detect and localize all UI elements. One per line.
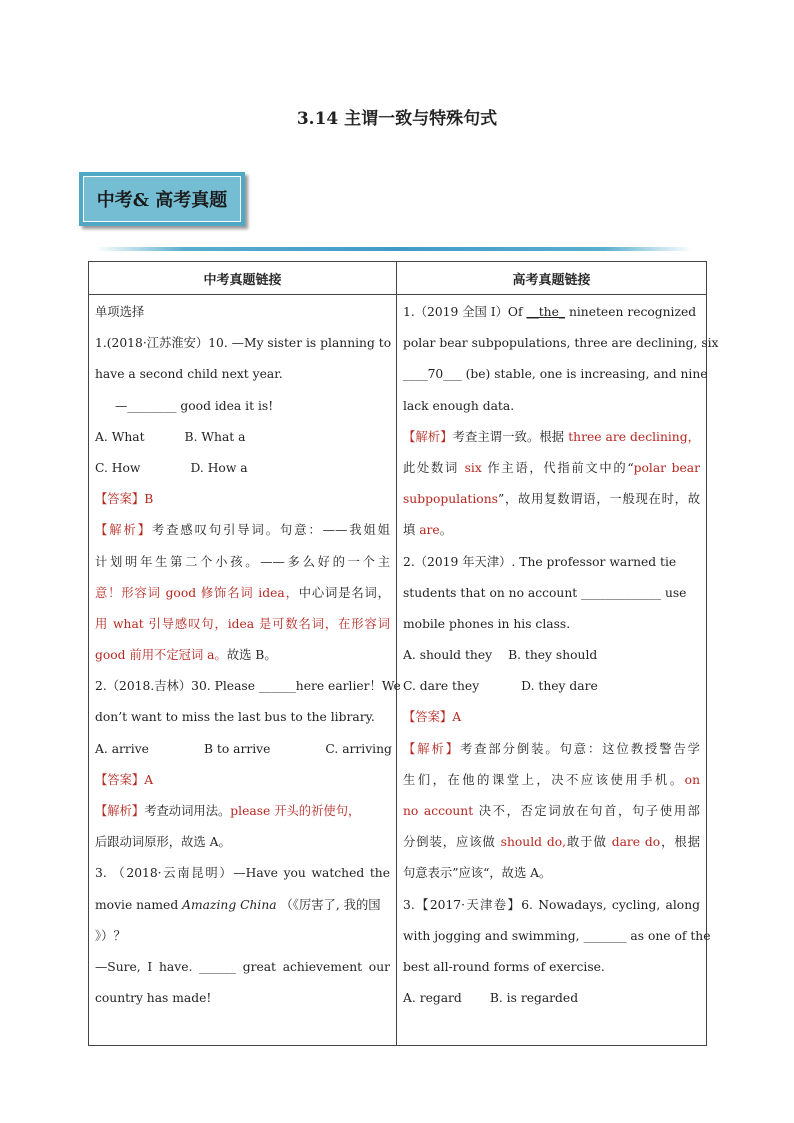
explanation-text: 。 xyxy=(439,523,453,538)
r-q2-explanation-line xyxy=(403,796,700,827)
explanation-text: should do, xyxy=(500,835,567,850)
header-gaokao: 高考真题链接 xyxy=(397,262,707,295)
option-c: C. arriving xyxy=(325,741,392,756)
q2-answer xyxy=(95,765,390,796)
q3-stem-line: —Sure, I have. ______ great achievement our xyxy=(95,959,390,974)
option-c: C. dare they xyxy=(403,679,480,694)
r-q1-explanation-line xyxy=(403,453,700,484)
option-b: B to arrive xyxy=(203,741,271,756)
stem-text: 6. Nowadays, cycling, along xyxy=(521,897,700,912)
option-c: C. How xyxy=(95,460,141,475)
explanation-label: 【解析】 xyxy=(403,429,453,444)
r-q3-stem-line xyxy=(403,890,700,921)
explanation-text: polar bear xyxy=(633,460,701,475)
option-d: D. How a xyxy=(190,460,248,475)
explanation-text: are xyxy=(419,523,440,538)
explanation-text: 分倒装，应该做 xyxy=(403,835,501,850)
table-header-row xyxy=(89,262,707,295)
q1-stem-line: have a second child next year. xyxy=(95,367,283,382)
q1-explanation xyxy=(95,515,390,546)
explanation-text: 此处数词 xyxy=(403,460,465,475)
r-q1-stem-line: polar bear subpopulations, three are declining, six xyxy=(403,336,719,351)
answer-value: A xyxy=(452,710,462,725)
explanation-text: three are declining， xyxy=(568,429,700,444)
explanation-text: please 开头的祈使句， xyxy=(230,804,361,818)
explanation-text: 中心词是名词， xyxy=(298,585,390,600)
divider-rule xyxy=(95,247,693,251)
r-q2-explanation-line xyxy=(403,765,700,796)
explanation-text: idea 是可数名词，在形容词 xyxy=(227,616,390,631)
r-q2-options-cd xyxy=(403,671,700,702)
answer-label: 【答案】 xyxy=(95,492,145,507)
q1-options-cd xyxy=(95,453,390,484)
q1-explanation-line xyxy=(95,578,390,609)
explanation-label: 【解析】 xyxy=(95,523,152,538)
stem-text: movie named xyxy=(95,897,183,912)
explanation-text: 填 xyxy=(403,523,420,538)
r-q3-stem-line: with jogging and swimming, _______ as one of the xyxy=(403,928,711,943)
explanation-text: 考查感叹句引导词。句意：——我姐姐 xyxy=(151,523,390,538)
stem-text: 1.（2019 全国 I）Of xyxy=(403,305,527,319)
stem-text: (be) stable, one is increasing, and nine xyxy=(461,367,708,382)
r-q2-options-ab xyxy=(403,640,700,671)
q2-stem-line: 2.（2018.吉林）30. Please ______here earlier！We xyxy=(95,679,401,694)
explanation-text: subpopulations xyxy=(403,492,498,507)
q3-stem-line: country has made! xyxy=(95,991,212,1006)
table-body-row xyxy=(89,295,707,1046)
r-q1-stem-line xyxy=(403,297,700,328)
answer-label: 【答案】 xyxy=(95,772,145,787)
explanation-text: 敢于做 xyxy=(566,835,612,850)
left-column xyxy=(89,295,401,1046)
explanation-text: 故选 B。 xyxy=(226,648,277,663)
q2-stem-line: don’t want to miss the last bus to the library. xyxy=(95,710,375,725)
stem-text: nineteen recognized xyxy=(565,305,697,319)
r-q2-explanation-line xyxy=(403,827,700,858)
r-q2-stem-line: mobile phones in his class. xyxy=(403,616,571,631)
explanation-text: no account xyxy=(403,804,479,818)
q3-stem-line xyxy=(95,890,390,921)
r-q1-explanation-line xyxy=(403,484,700,515)
answer-value: A xyxy=(144,772,154,787)
explanation-text: ”，故用复数谓语，一般现在时，故 xyxy=(497,492,700,507)
right-column xyxy=(397,295,719,1046)
explanation-text: 意！形容词 good 修饰名词 idea， xyxy=(95,585,299,600)
r-q1-explanation-line xyxy=(403,515,700,546)
q2-explanation-line: 后跟动词原形，故选 A。 xyxy=(95,835,231,850)
explanation-text: 决不，否定词放在句首，句子使用部 xyxy=(478,804,700,818)
section-banner xyxy=(79,172,245,226)
q1-options-ab xyxy=(95,422,390,453)
header-zhongkao: 中考真题链接 xyxy=(89,262,397,295)
explanation-text: 作主语，代指前文中的“ xyxy=(487,460,634,475)
q1-explanation-line: 计划明年生第二个小孩。——多么好的一个主 xyxy=(95,554,390,569)
r-q2-explanation-line: 句意表示”应该“，故选 A。 xyxy=(403,866,552,881)
option-d: D. they dare xyxy=(521,679,598,694)
explanation-label: 【解析】 xyxy=(95,804,145,818)
answer-blank: ____70___ xyxy=(403,367,462,382)
stem-text: （《厉害了, 我的国 xyxy=(276,897,381,912)
option-a: A. should they xyxy=(403,648,493,663)
r-q3-options xyxy=(403,983,700,1014)
r-q2-stem-line: students that on no account _____________ use xyxy=(403,585,687,600)
r-q2-stem-line: 2.（2019 年天津）. The professor warned tie xyxy=(403,554,677,569)
explanation-text: six xyxy=(464,460,488,475)
document-title: 3.14 主谓一致与特殊句式 xyxy=(296,109,498,129)
option-a: A. regard xyxy=(403,991,462,1006)
explanation-text: ，根据 xyxy=(660,835,700,850)
option-a: A. arrive xyxy=(95,741,149,756)
explanation-label: 【解析】 xyxy=(403,741,460,756)
explanation-text: 考查部分倒装。句意：这位教授警告学 xyxy=(459,741,700,756)
answer-blank: __the_ xyxy=(526,305,566,319)
q1-answer xyxy=(95,484,390,515)
r-q2-explanation xyxy=(403,734,700,765)
answer-label: 【答案】 xyxy=(403,710,453,725)
explanation-text: dare do xyxy=(611,835,661,850)
option-b: B. is regarded xyxy=(489,991,579,1006)
stem-text: 3.【2017·天津卷】 xyxy=(403,897,522,912)
q3-stem-line: 3. （2018·云南昆明）—Have you watched the xyxy=(95,866,390,881)
questions-table xyxy=(88,261,719,1046)
r-q2-answer xyxy=(403,702,700,733)
explanation-text: on xyxy=(684,772,700,787)
q3-stem-line: 》）？ xyxy=(95,928,126,943)
q2-options xyxy=(95,734,390,765)
explanation-text: good 前用不定冠词 a。 xyxy=(95,648,227,663)
r-q1-explanation xyxy=(403,422,700,453)
q1-explanation-line xyxy=(95,609,390,640)
option-b: B. they should xyxy=(508,648,598,663)
r-q3-stem-line: best all-round forms of exercise. xyxy=(403,959,605,974)
q2-explanation xyxy=(95,796,390,827)
option-b: B. What a xyxy=(184,429,246,444)
option-a: A. What xyxy=(95,429,145,444)
r-q1-stem-line: lack enough data. xyxy=(403,398,515,413)
explanation-text: 生们，在他的课堂上，决不应该使用手机。 xyxy=(403,772,685,787)
explanation-text: 考查主谓一致。根据 xyxy=(452,429,569,444)
q1-stem-line: 1.(2018·江苏淮安）10. —My sister is planning to xyxy=(95,336,392,351)
explanation-text: 用 what 引导感叹句， xyxy=(95,616,228,631)
explanation-text: 考查动词用法。 xyxy=(144,804,231,818)
q1-stem-line: —________ good idea it is! xyxy=(115,398,274,413)
movie-title: Amazing China xyxy=(182,897,277,912)
q1-explanation-line xyxy=(95,640,390,671)
r-q1-stem-line xyxy=(403,359,708,390)
answer-value: B xyxy=(144,492,154,507)
section-banner-label: 中考& 高考真题 xyxy=(83,176,241,222)
section-label: 单项选择 xyxy=(95,305,145,319)
